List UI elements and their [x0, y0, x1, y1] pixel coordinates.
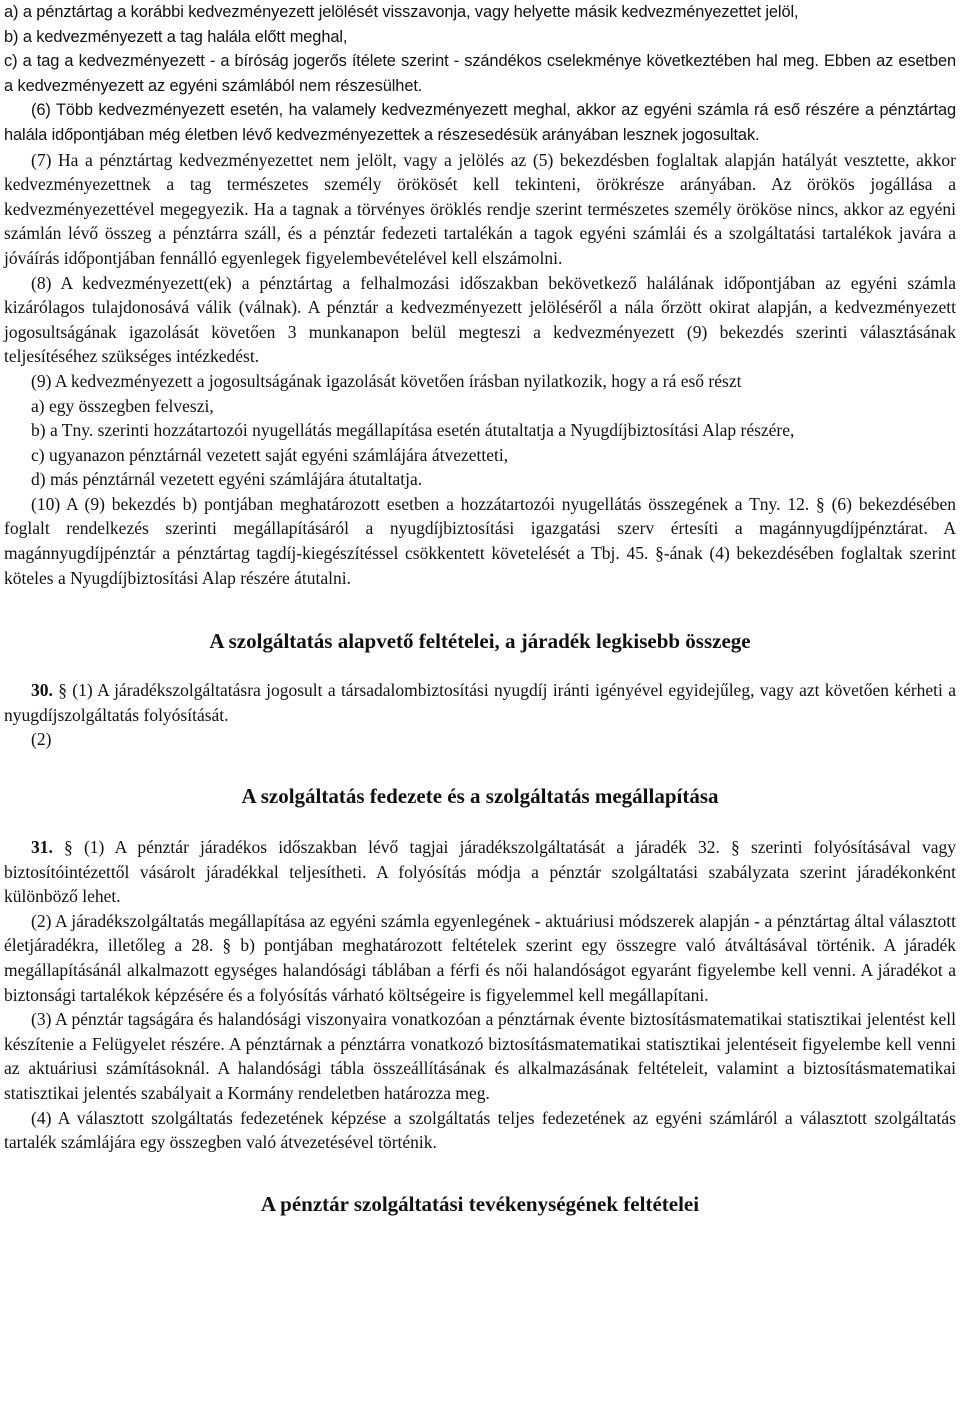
paragraph-9: (9) A kedvezményezett a jogosultságának igazolását követően írásban nyilatkozik, hogy a rá eső részt	[31, 370, 742, 391]
paragraph-5b: b) a kedvezményezett a tag halála előtt meghal,	[4, 27, 348, 46]
section-number-31: 31.	[31, 837, 53, 858]
section-30-paragraph-1	[4, 678, 956, 727]
section-31-paragraph-2: (2) A járadékszolgáltatás megállapítása az egyéni számla egyenlegének - aktuáriusi módszerek alapján - a pénztártag által választott életjáradékra, illetőleg a 28. § b) pontjában meghatározott feltételek szerint egy összegre való átváltásával történik. A járadék megállapításánál alkalmazott egységes halandósági táblában a férfi és női halandóságot egyaránt figyelembe kell venni. A járadékot a biztonsági tartalékok képzésére és a folyósítás várható költségeire is figyelemmel kell megállapítani.	[4, 910, 956, 1005]
section-30-text: § (1) A járadékszolgáltatásra jogosult a társadalombiztosítási nyugdíj iránti igényével egyidejűleg, vagy azt követően kérheti a nyugdíjszolgáltatás folyósítását.	[4, 680, 957, 725]
paragraph-7: (7) Ha a pénztártag kedvezményezettet nem jelölt, vagy a jelölés az (5) bekezdésben foglaltak alapján hatályát vesztette, akkor kedvezményezettnek a tag természetes személy örökösét kell tekinteni, örökrésze arányában. Az örökös jogállása a kedvezményezettével megegyezik. Ha a tagnak a törvényes öröklés rendje szerint természetes személy örököse nincs, akkor az egyéni számlán lévő összeg a pénztárra száll, és a pénztár fedezeti tartalékán a tagok egyéni számlái és a szolgáltatási tartalékok javára a jóváírás időpontjában fennálló egyenlegek figyelembevételével kell elszámolni.	[4, 149, 956, 268]
section-31-paragraph-4: (4) A választott szolgáltatás fedezetének képzése a szolgáltatás teljes fedezetének az egyéni számláról a választott szolgáltatás tartalék számlájára egy összegben való átvezetésével történik.	[4, 1107, 956, 1153]
section-heading-1: A szolgáltatás alapvető feltételei, a járadék legkisebb összege	[209, 629, 751, 654]
section-heading-2: A szolgáltatás fedezete és a szolgáltatás megállapítása	[241, 784, 719, 809]
paragraph-10: (10) A (9) bekezdés b) pontjában meghatározott esetben a hozzátartozói nyugellátás összegének a Tny. 12. § (6) bekezdésében foglalt rendelkezés szerinti megállapításáról a nyugdíjbiztosítási igazgatási szerv értesíti a magánnyugdíjpénztárat. A magánnyugdíjpénztár a pénztártag tagdíj-kiegészítéssel csökkentett követelését a Tbj. 45. §-ának (4) bekezdésében foglaltak szerint köteles a Nyugdíjbiztosítási Alap részére átutalni.	[4, 493, 956, 588]
paragraph-6: (6) Több kedvezményezett esetén, ha valamely kedvezményezett meghal, akkor az egyéni számla rá eső részére a pénztártag halála időpontjában még életben lévő kedvezményezettek a részesedésük arányában lesznek jogosultak.	[4, 101, 956, 144]
paragraph-9c: c) ugyanazon pénztárnál vezetett saját egyéni számlájára átvezetteti,	[31, 444, 509, 465]
paragraph-5c: c) a tag a kedvezményezett - a bíróság jogerős ítélete szerint - szándékos cselekménye következtében hal meg. Ebben az esetben a kedvezményezett az egyéni számlából nem részesülhet.	[4, 52, 956, 95]
section-31-paragraph-3: (3) A pénztár tagságára és halandósági viszonyaira vonatkozóan a pénztárnak évente biztosításmatematikai statisztikai jelentést kell készítenie a Felügyelet részére. A pénztárnak a pénztárra vonatkozó biztosításmatematikai statisztikai jelentéseit figyelembe kell venni az aktuáriusi számításoknál. A halandósági tábla összeállításának és alkalmazásának feltételeit, valamint a biztosításmatematikai statisztikai jelentés szabályait a Kormány rendeletben határozza meg.	[4, 1009, 956, 1103]
paragraph-8: (8) A kedvezményezett(ek) a pénztártag a felhalmozási időszakban bekövetkező halálának időpontjában az egyéni számla kizárólagos tulajdonosává válik (válnak). A pénztár a kedvezményezett jelöléséről a nála őrzött okirat alapján, a kedvezményezett jogosultságának igazolását követően 3 munkanapon belül megteszi a kedvezményezett (9) bekezdés szerinti választásának teljesítéséhez szükséges intézkedést.	[4, 272, 956, 367]
section-31-paragraph-1	[4, 835, 956, 909]
section-heading-3: A pénztár szolgáltatási tevékenységének feltételei	[260, 1191, 700, 1216]
paragraph-9b: b) a Tny. szerinti hozzátartozói nyugellátás megállapítása esetén átutaltatja a Nyugdíjbiztosítási Alap részére,	[31, 420, 795, 441]
paragraph-9a: a) egy összegben felveszi,	[31, 395, 214, 416]
paragraph-5a: a) a pénztártag a korábbi kedvezményezett jelölését visszavonja, vagy helyette másik kedvezményezettet jelöl,	[4, 3, 799, 21]
section-30-paragraph-2: (2)	[31, 729, 52, 750]
section-31-text: § (1) A pénztár járadékos időszakban lévő tagjai járadékszolgáltatását a járadék 32. § szerinti folyósításával vagy biztosítóintézettől vásárolt járadékkal teljesítheti. A folyósítás módja a pénztár szolgáltatási szabályzata szerint járadékonként különböző lehet.	[4, 837, 957, 907]
section-number-30: 30.	[31, 680, 53, 701]
paragraph-9d: d) más pénztárnál vezetett egyéni számlájára átutaltatja.	[31, 469, 423, 490]
